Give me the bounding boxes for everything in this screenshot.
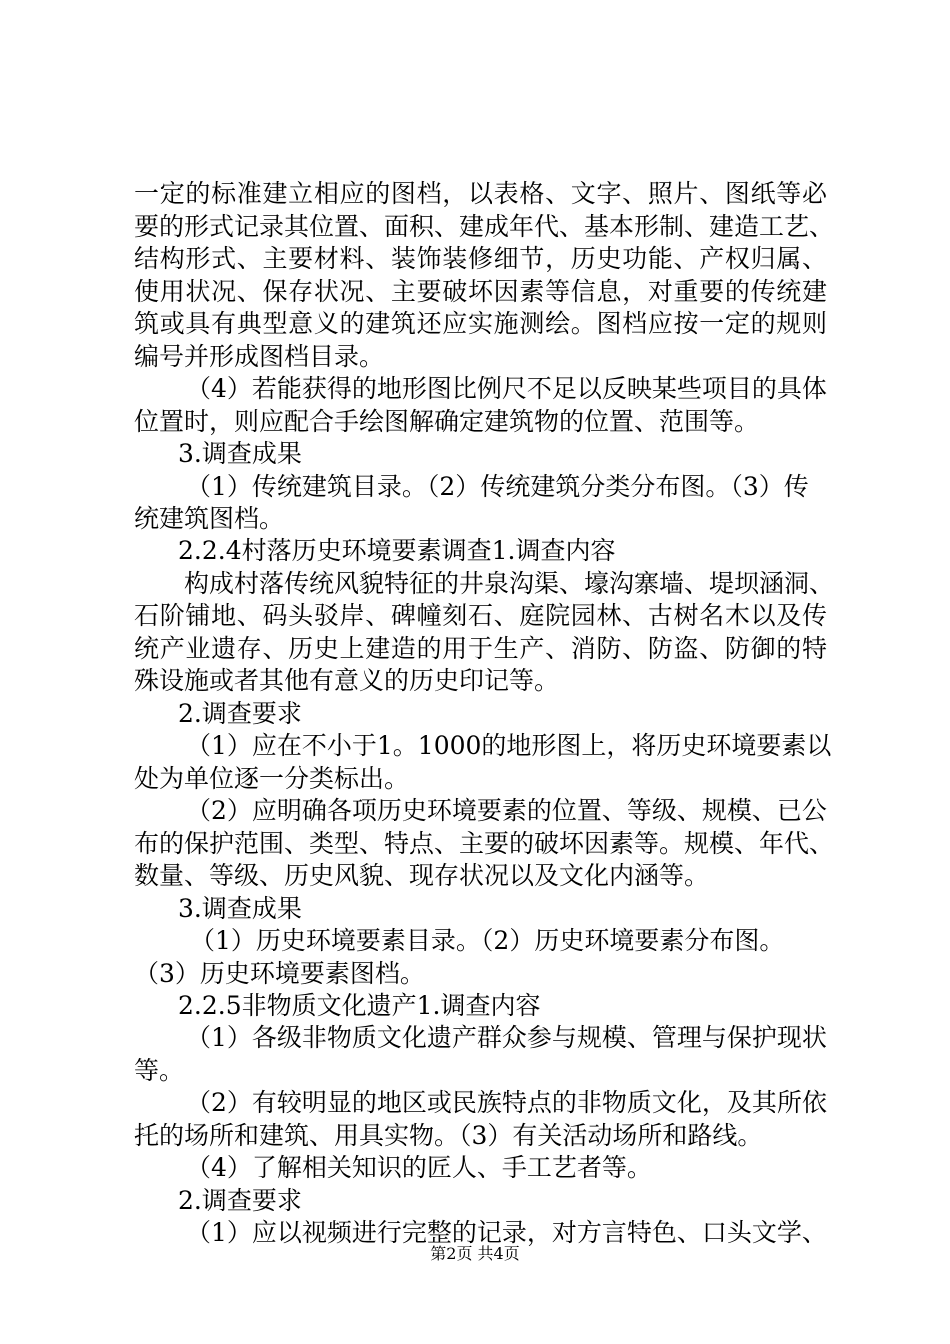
text-line: （2）有较明显的地区或民族特点的非物质文化，及其所依: [186, 1088, 827, 1117]
section-heading: 2.2.5非物质文化遗产1.调查内容: [178, 991, 541, 1020]
text-line: 要的形式记录其位置、面积、建成年代、基本形制、建造工艺、: [134, 212, 835, 241]
text-line: 位置时，则应配合手绘图解确定建筑物的位置、范围等。: [134, 407, 760, 436]
text-line: （1）历史环境要素目录。（2）历史环境要素分布图。: [190, 926, 785, 955]
text-line: 统建筑图档。: [134, 504, 285, 533]
page-number-footer: 第2页 共4页: [430, 1244, 520, 1263]
text-line: 编号并形成图档目录。: [134, 342, 385, 371]
section-heading: 2.调查要求: [178, 699, 302, 728]
text-line: （1）应在不小于1。1000的地形图上，将历史环境要素以: [186, 731, 832, 760]
text-line: 筑或具有典型意义的建筑还应实施测绘。图档应按一定的规则: [134, 309, 827, 338]
text-line: 等。: [134, 1056, 185, 1085]
text-line: （1）传统建筑目录。（2）传统建筑分类分布图。（3）传: [186, 472, 809, 501]
text-line: （4）了解相关知识的匠人、手工艺者等。: [186, 1153, 652, 1182]
text-line: （1）各级非物质文化遗产群众参与规模、管理与保护现状: [186, 1023, 827, 1052]
text-line: 石阶铺地、码头驳岸、碑幢刻石、庭院园林、古树名木以及传: [134, 601, 827, 630]
section-heading: 3.调查成果: [178, 439, 302, 468]
text-line: 使用状况、保存状况、主要破坏因素等信息，对重要的传统建: [134, 277, 827, 306]
text-line: 殊设施或者其他有意义的历史印记等。: [134, 666, 560, 695]
text-line: 布的保护范围、类型、特点、主要的破坏因素等。规模、年代、: [134, 829, 835, 858]
text-line: （4）若能获得的地形图比例尺不足以反映某些项目的具体: [186, 374, 827, 403]
text-line: 统产业遗存、历史上建造的用于生产、消防、防盗、防御的特: [134, 634, 827, 663]
text-line: 处为单位逐一分类标出。: [134, 764, 410, 793]
text-line: （1）应以视频进行完整的记录，对方言特色、口头文学、: [186, 1218, 827, 1247]
text-line: （3）历史环境要素图档。: [134, 959, 425, 988]
text-line: 构成村落传统风貌特征的井泉沟渠、壕沟寨墙、堤坝涵洞、: [184, 569, 835, 598]
text-line: 一定的标准建立相应的图档，以表格、文字、照片、图纸等必: [134, 179, 827, 208]
section-heading: 2.2.4村落历史环境要素调查1.调查内容: [178, 536, 616, 565]
text-line: 结构形式、主要材料、装饰装修细节，历史功能、产权归属、: [134, 244, 827, 273]
text-line: 托的场所和建筑、用具实物。（3）有关活动场所和路线。: [134, 1121, 763, 1150]
text-line: 数量、等级、历史风貌、现存状况以及文化内涵等。: [134, 861, 710, 890]
section-heading: 3.调查成果: [178, 894, 302, 923]
text-line: （2）应明确各项历史环境要素的位置、等级、规模、已公: [186, 796, 827, 825]
section-heading: 2.调查要求: [178, 1186, 302, 1215]
